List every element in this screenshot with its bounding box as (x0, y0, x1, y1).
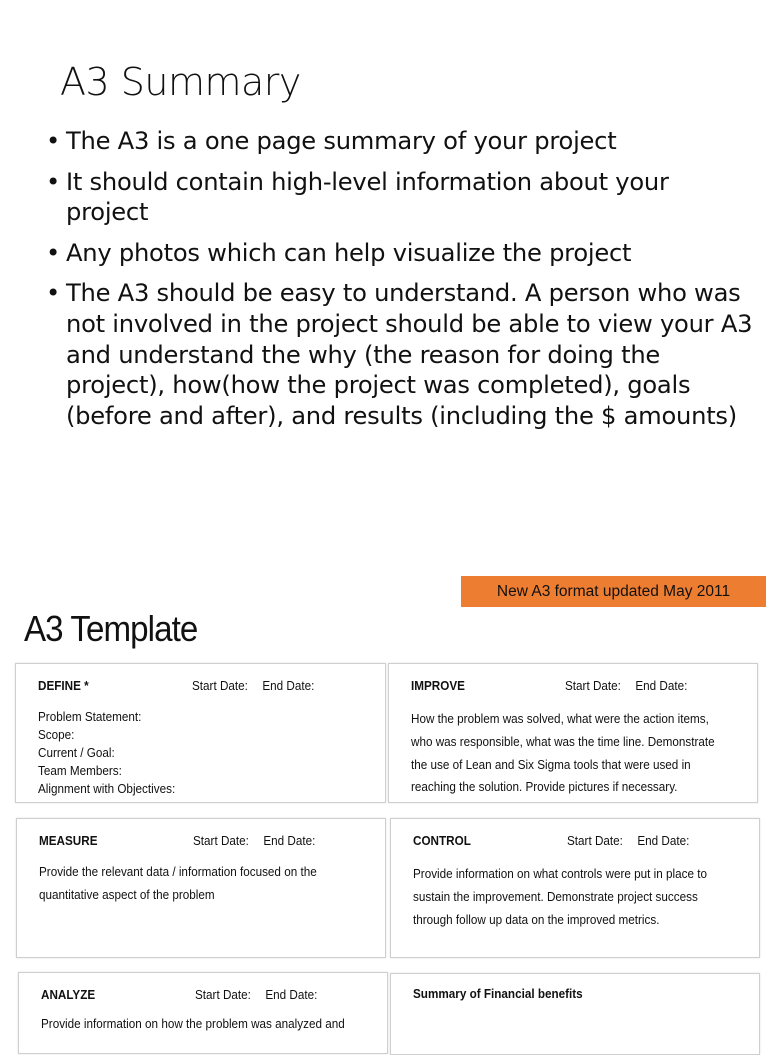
define-line: Current / Goal: (38, 744, 115, 760)
control-title: CONTROL (413, 833, 471, 848)
improve-line: reaching the solution. Provide pictures if necessary. (411, 779, 678, 795)
define-box (15, 663, 386, 803)
financial-box (390, 973, 760, 1055)
bullet-dot-icon: • (46, 279, 61, 308)
bullet-dot-icon: • (46, 238, 61, 267)
end-date-label: End Date: (262, 678, 315, 693)
improve-title: IMPROVE (411, 678, 465, 693)
end-date-label: End Date: (265, 987, 318, 1002)
bullet-text: Any photos which can help visualize the project (66, 238, 632, 267)
bullet-dot-icon: • (46, 167, 61, 196)
start-date-label: Start Date: (192, 678, 248, 693)
control-body (413, 863, 746, 931)
slide-title: A3 Summary (60, 60, 301, 104)
analyze-box (18, 972, 388, 1054)
improve-body (411, 708, 744, 799)
bullet-text: It should contain high-level information about your project (66, 167, 669, 227)
improve-box (388, 663, 758, 803)
define-body (38, 708, 371, 798)
define-header (38, 678, 375, 694)
control-dates (567, 833, 704, 848)
analyze-body (41, 1013, 374, 1036)
define-dates (192, 678, 329, 693)
start-date-label: Start Date: (195, 987, 251, 1002)
control-line: through follow up data on the improved metrics. (413, 911, 660, 927)
define-line: Team Members: (38, 762, 122, 778)
control-line: sustain the improvement. Demonstrate project success (413, 888, 698, 904)
measure-box (16, 818, 386, 958)
improve-line: the use of Lean and Six Sigma tools that were used in (411, 756, 691, 772)
end-date-label: End Date: (635, 678, 688, 693)
template-title: A3 Template (24, 608, 198, 649)
format-update-banner: New A3 format updated May 2011 (461, 576, 766, 607)
bullet-item (46, 238, 758, 269)
bullet-item (46, 278, 758, 431)
define-line: Problem Statement: (38, 709, 142, 724)
define-line: Scope: (38, 726, 75, 742)
improve-header (411, 678, 747, 694)
define-title: DEFINE * (38, 678, 89, 693)
end-date-label: End Date: (637, 833, 690, 848)
financial-header (413, 986, 749, 1002)
improve-line: How the problem was solved, what were the action items, (411, 711, 709, 726)
define-line: Alignment with Objectives: (38, 780, 176, 796)
control-box (390, 818, 760, 958)
analyze-header (41, 987, 377, 1003)
bullet-text: The A3 should be easy to understand. A person who was not involved in the project should be able to view your A3 and understand the why (the reason for doing the project), how(how the project was completed), goals (before and after), and results (including the $ amounts) (66, 279, 753, 430)
bullet-list (46, 126, 758, 441)
improve-dates (565, 678, 702, 693)
bullet-text: The A3 is a one page summary of your project (66, 127, 617, 155)
improve-line: who was responsible, what was the time line. Demonstrate (411, 733, 715, 749)
start-date-label: Start Date: (193, 833, 249, 848)
bullet-item (46, 126, 758, 157)
analyze-title: ANALYZE (41, 987, 96, 1002)
measure-dates (193, 833, 330, 848)
end-date-label: End Date: (263, 833, 316, 848)
start-date-label: Start Date: (565, 678, 621, 693)
financial-title: Summary of Financial benefits (413, 986, 583, 1001)
measure-line: Provide the relevant data / information focused on the (39, 864, 317, 879)
start-date-label: Start Date: (567, 833, 623, 848)
analyze-dates (195, 987, 332, 1002)
measure-body (39, 861, 372, 907)
bullet-dot-icon: • (46, 127, 61, 155)
measure-header (39, 833, 375, 849)
bullet-item (46, 167, 758, 228)
control-line: Provide information on what controls were put in place to (413, 866, 707, 881)
control-header (413, 833, 749, 849)
measure-line: quantitative aspect of the problem (39, 886, 215, 902)
analyze-line: Provide information on how the problem was analyzed and (41, 1016, 345, 1031)
measure-title: MEASURE (39, 833, 98, 848)
